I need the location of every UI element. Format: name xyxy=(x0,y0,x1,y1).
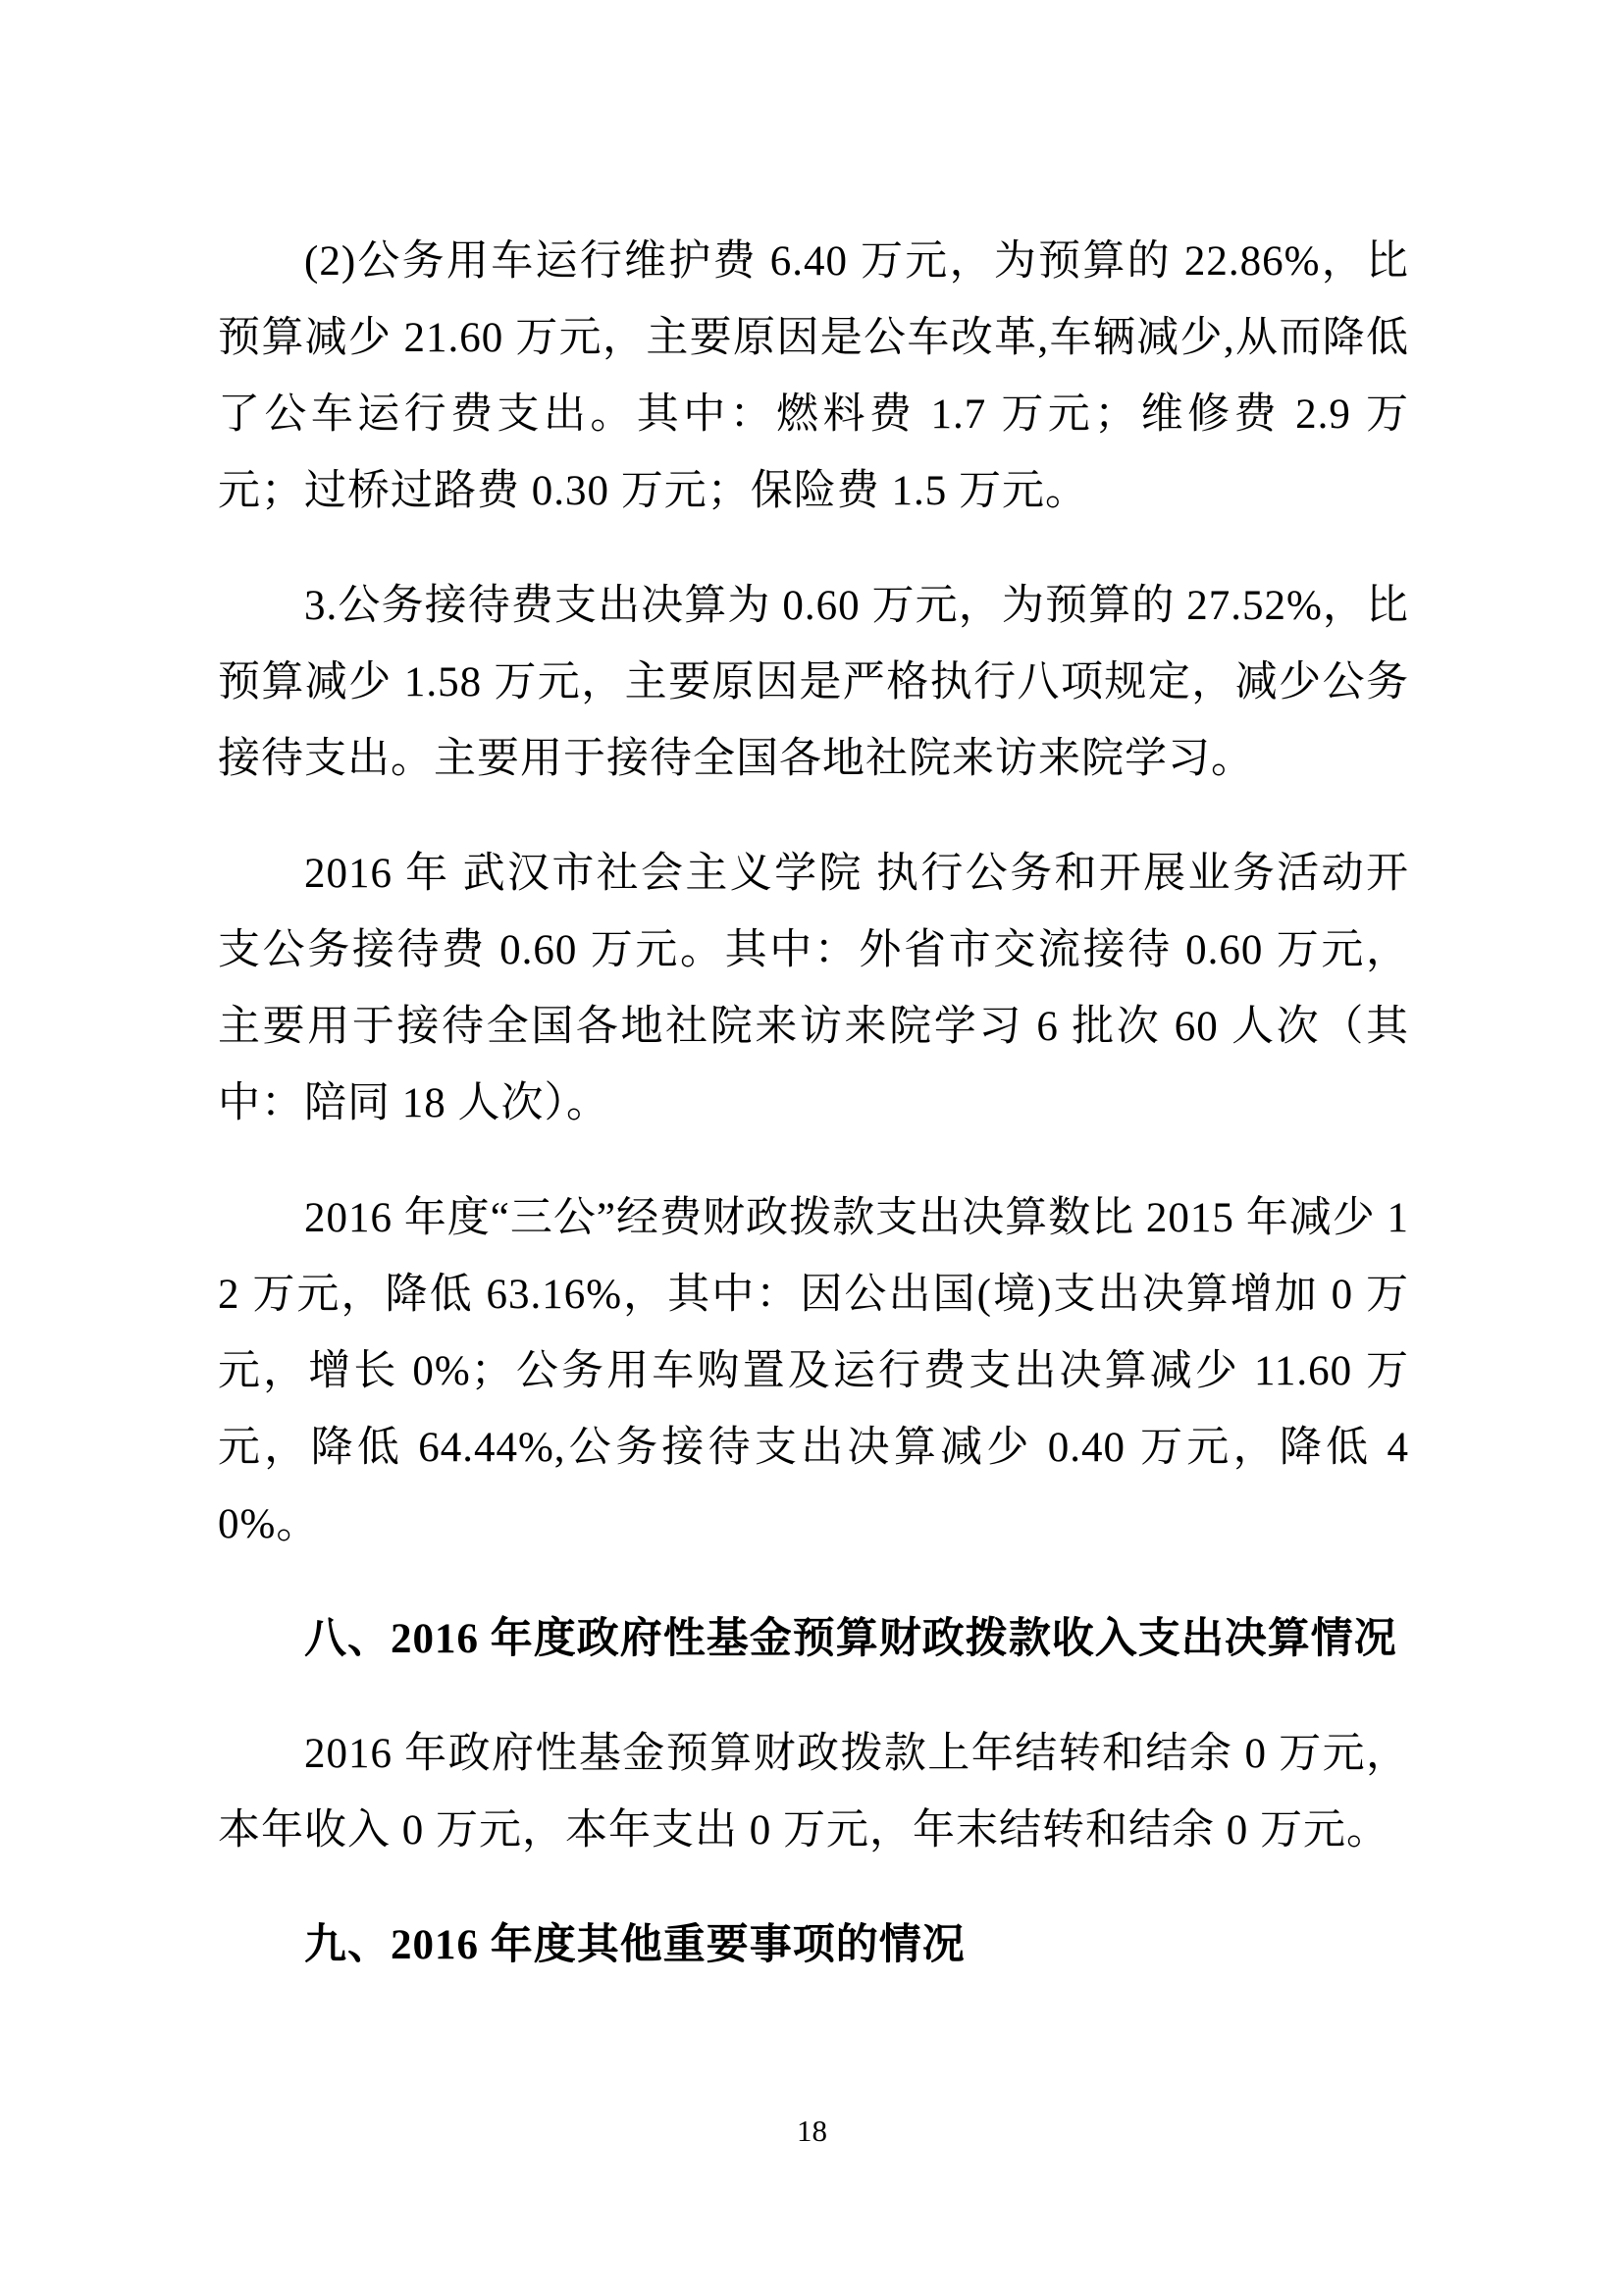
page-number: 18 xyxy=(797,2113,827,2148)
paragraph-gov-fund-budget-detail: 2016 年政府性基金预算财政拨款上年结转和结余 0 万元，本年收入 0 万元，本年支出 0 万元，年末结转和结余 0 万元。 xyxy=(218,1731,1409,1853)
paragraph-vehicle-maintenance-expense: (2)公务用车运行维护费 6.40 万元，为预算的 22.86%，比预算减少 21.60 万元，主要原因是公车改革,车辆减少,从而降低了公车运行费支出。其中：燃料费 1.7 万元；维修费 2.9 万元；过桥过路费 0.30 万元；保险费 1.5 万元。 xyxy=(218,238,1409,514)
heading-section-nine-other-important-matters: 九、2016 年度其他重要事项的情况 xyxy=(304,1922,966,1968)
paragraph-official-reception-expense: 3.公务接待费支出决算为 0.60 万元，为预算的 27.52%，比预算减少 1.58 万元，主要原因是严格执行八项规定，减少公务接待支出。主要用于接待全国各地社院来访来院学习。 xyxy=(218,583,1409,782)
heading-section-eight-gov-fund-budget: 八、2016 年度政府性基金预算财政拨款收入支出决算情况 xyxy=(304,1616,1397,1662)
document-body xyxy=(218,224,1409,2022)
paragraph-reception-expense-detail: 2016 年 武汉市社会主义学院 执行公务和开展业务活动开支公务接待费 0.60 万元。其中：外省市交流接待 0.60 万元，主要用于接待全国各地社院来访来院学习 6 批次 60 人次（其中：陪同 18 人次）。 xyxy=(218,851,1409,1126)
paragraph-three-public-funds-comparison: 2016 年度“三公”经费财政拨款支出决算数比 2015 年减少 12 万元，降低 63.16%，其中：因公出国(境)支出决算增加 0 万元，增长 0%；公务用车购置及运行费支出决算减少 11.60 万元，降低 64.44%,公务接待支出决算减少 0.40 万元，降低 40%。 xyxy=(218,1195,1409,1547)
